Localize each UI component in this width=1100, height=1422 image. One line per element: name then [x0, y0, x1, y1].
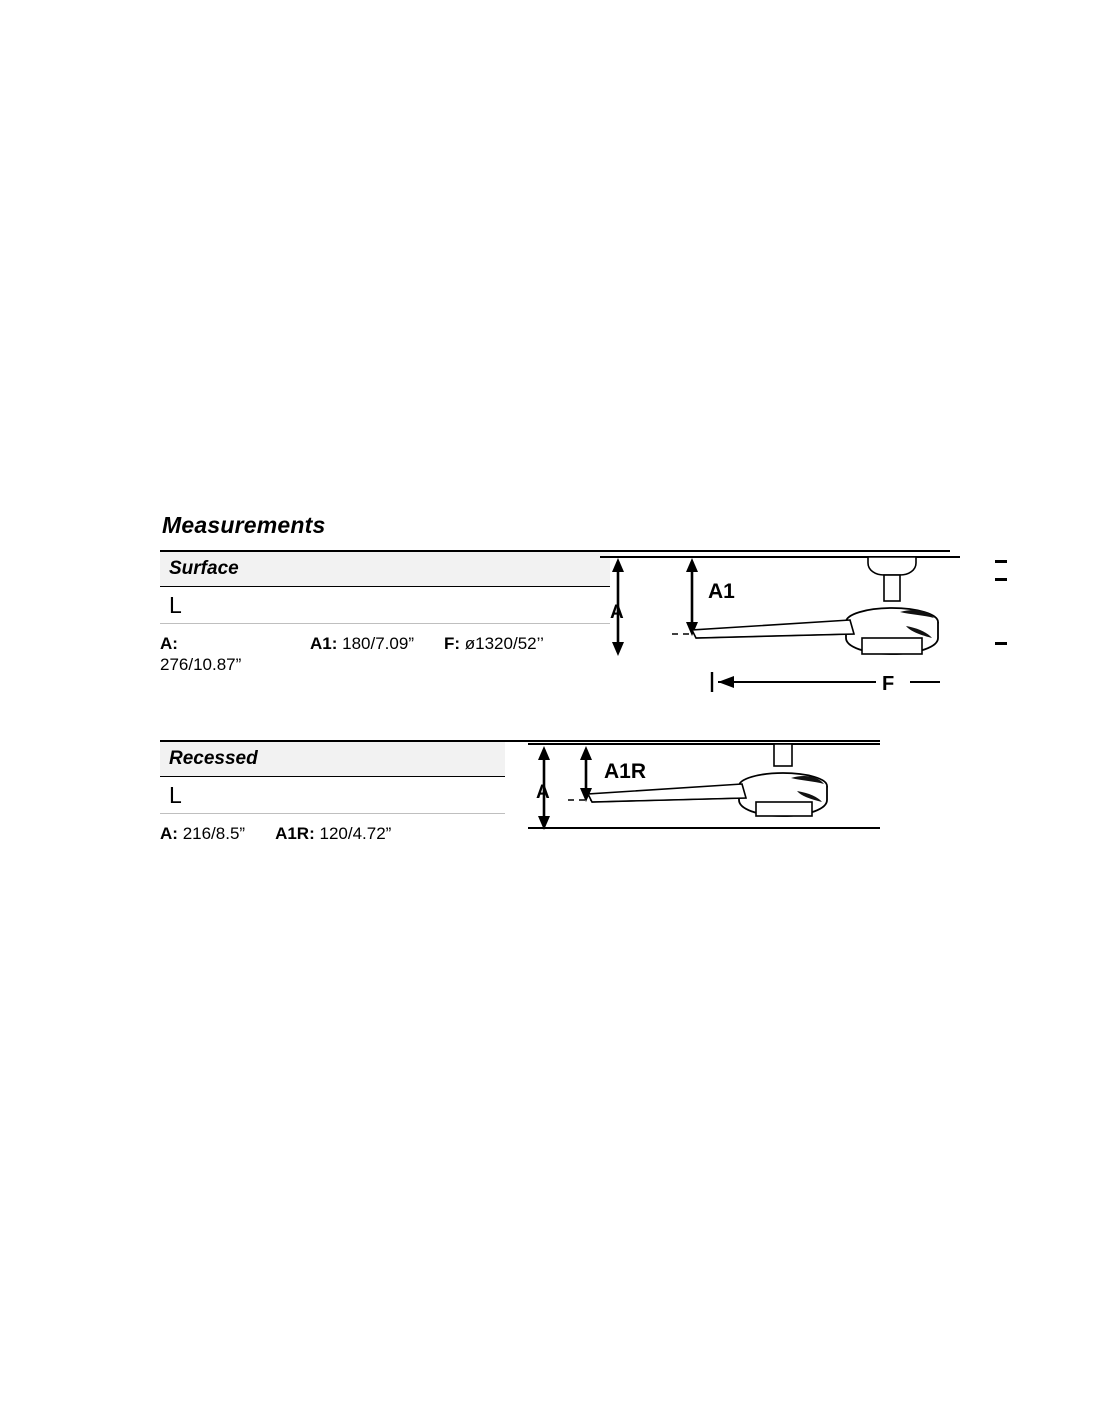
page-title: Measurements — [162, 512, 326, 538]
surface-dim-f-key: F: — [443, 634, 461, 653]
surface-header — [160, 552, 610, 586]
recessed-dim-a-key: A: — [160, 824, 178, 843]
recessed-subheader — [160, 776, 505, 814]
recessed-label-a: A — [536, 782, 550, 803]
recessed-fan-diagram — [528, 740, 888, 860]
recessed-dim-a-value: 216/8.5” — [182, 824, 246, 843]
surface-dim-a1-value: 180/7.09” — [342, 634, 414, 653]
surface-dim-f-value: ø1320/52’’ — [464, 634, 544, 653]
recessed-dim-a1r-value: 120/4.72” — [319, 824, 392, 843]
surface-subheader — [160, 586, 610, 624]
edge-mark-3 — [995, 642, 1007, 645]
recessed-sub-label: L — [169, 781, 182, 808]
surface-dim-f — [444, 633, 544, 654]
surface-label-f: F — [882, 673, 895, 695]
surface-dim-a1 — [310, 633, 414, 654]
surface-dim-a — [160, 633, 280, 676]
surface-label-a: A — [610, 602, 624, 623]
recessed-dim-a1r-key: A1R: — [275, 824, 315, 843]
surface-sub-label: L — [169, 591, 182, 618]
recessed-dim-a1r — [275, 823, 391, 844]
recessed-label-a1r: A1R — [604, 760, 647, 783]
surface-header-label: Surface — [169, 558, 239, 579]
page-edge-marks — [995, 560, 1009, 650]
surface-label-a1: A1 — [708, 580, 735, 603]
edge-mark-2 — [995, 578, 1007, 581]
edge-mark-1 — [995, 560, 1007, 563]
recessed-header-label: Recessed — [169, 748, 258, 769]
surface-dim-a-key: A: — [160, 634, 178, 653]
recessed-header — [160, 742, 505, 776]
surface-dim-a1-key: A1: — [310, 634, 338, 653]
recessed-dim-a — [160, 823, 245, 844]
surface-fan-diagram — [600, 552, 960, 712]
surface-dim-a-value: 276/10.87” — [160, 655, 242, 675]
